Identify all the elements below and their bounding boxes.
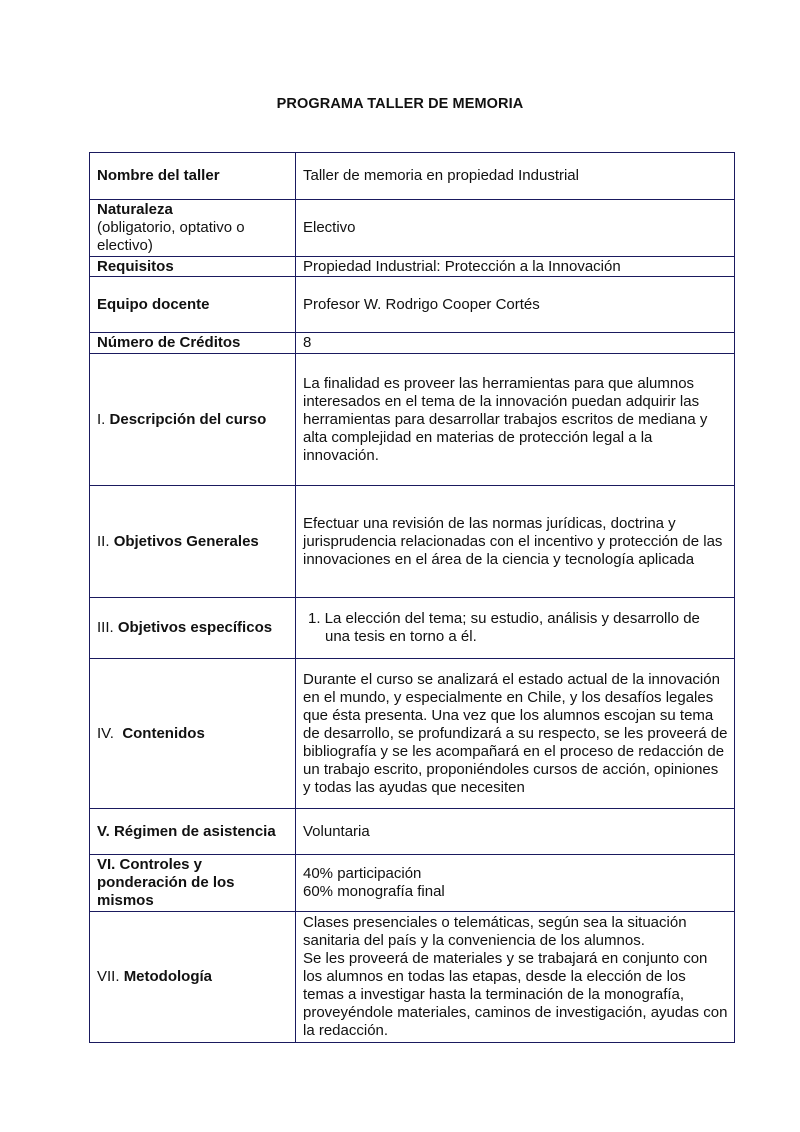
row-label-number: IV. [97,724,114,742]
row-value [296,659,735,809]
row-label-number: I. [97,410,106,428]
row-label: Requisitos [90,257,296,277]
row-label: Nombre del taller [90,153,296,200]
row-label [90,598,296,659]
row-label [90,354,296,486]
table-row-contenidos [90,659,735,809]
table-row-creditos [90,333,735,354]
row-value-text: Durante el curso se analizará el estado actual de la innovación en el mundo, y especialmente en Chile, y los desafíos legales que ésta presenta. Una vez que los alumnos escojan su tema de desarrollo, se profundizará a su respecto, se les proveerá de bibliografía y se les acompañará en el proceso de redacción de un trabajo escrito, proponiéndoles cursos de acción, opiniones y todas las ayudas que necesiten [303,670,728,796]
row-value [296,354,735,486]
table-row-regimen-asistencia [90,809,735,855]
row-label: Equipo docente [90,277,296,333]
row-value: 8 [296,333,735,354]
row-label-main: Objetivos específicos [117,619,273,636]
row-label-main: Contenidos [122,724,205,742]
objective-list-item: 1. La elección del tema; su estudio, análisis y desarrollo de una tesis en torno a él. [308,610,700,645]
row-value [296,855,735,912]
weighting-item: 40% participación [303,865,422,882]
row-label [90,200,296,257]
table-row-requisitos [90,257,735,277]
table-row-equipo-docente [90,277,735,333]
document-title: PROGRAMA TALLER DE MEMORIA [276,96,524,112]
row-value: Voluntaria [296,809,735,855]
row-label [90,659,296,809]
row-label: VI. Controles y ponderación de los mismos [90,855,296,912]
methodology-paragraph: Clases presenciales o telemáticas, según sea la situación sanitaria del país y la conveniencia de los alumnos. [303,914,687,949]
row-value: Profesor W. Rodrigo Cooper Cortés [296,277,735,333]
row-value: Taller de memoria en propiedad Industrial [296,153,735,200]
row-value-text: Efectuar una revisión de las normas jurídicas, doctrina y jurisprudencia relacionadas con el incentivo y protección de las innovaciones en el área de la ciencia y tecnología aplicada [303,514,723,568]
row-value-text: La finalidad es proveer las herramientas para que alumnos interesados en el tema de la innovación puedan adquirir las herramientas para desarrollar trabajos escritos de mediana y alta complejidad en materias de protección legal a la innovación. [303,374,708,464]
methodology-paragraph: Se les proveerá de materiales y se trabajará en conjunto con los alumnos en todas las etapas, desde la elección de los temas a investigar hasta la terminación de la monografía, proveyéndole materiales, caminos de investigación, ayudas con la redacción. [303,950,728,1039]
row-label: V. Régimen de asistencia [90,809,296,855]
row-value [296,598,735,659]
row-label-main: Metodología [123,968,213,985]
row-label-sub: (obligatorio, optativo o electivo) [97,219,245,254]
table-row-metodologia [90,912,735,1043]
row-label-number: II. [97,532,110,550]
row-label [90,912,296,1043]
program-table [89,152,735,1043]
table-row-objetivos-generales [90,486,735,598]
row-label: Número de Créditos [90,333,296,354]
table-row-nombre [90,153,735,200]
row-label-main: Naturaleza [97,201,173,218]
row-value [296,912,735,1043]
row-label [90,486,296,598]
row-label-number: VII. [97,968,120,985]
table-row-naturaleza [90,200,735,257]
weighting-item: 60% monografía final [303,883,445,900]
row-value: Propiedad Industrial: Protección a la Innovación [296,257,735,277]
table-row-controles [90,855,735,912]
row-label-main: Objetivos Generales [113,532,259,550]
row-value: Electivo [296,200,735,257]
table-row-objetivos-especificos [90,598,735,659]
row-label-main: Descripción del curso [109,410,267,428]
row-label-number: III. [97,619,114,636]
table-row-descripcion [90,354,735,486]
row-value [296,486,735,598]
